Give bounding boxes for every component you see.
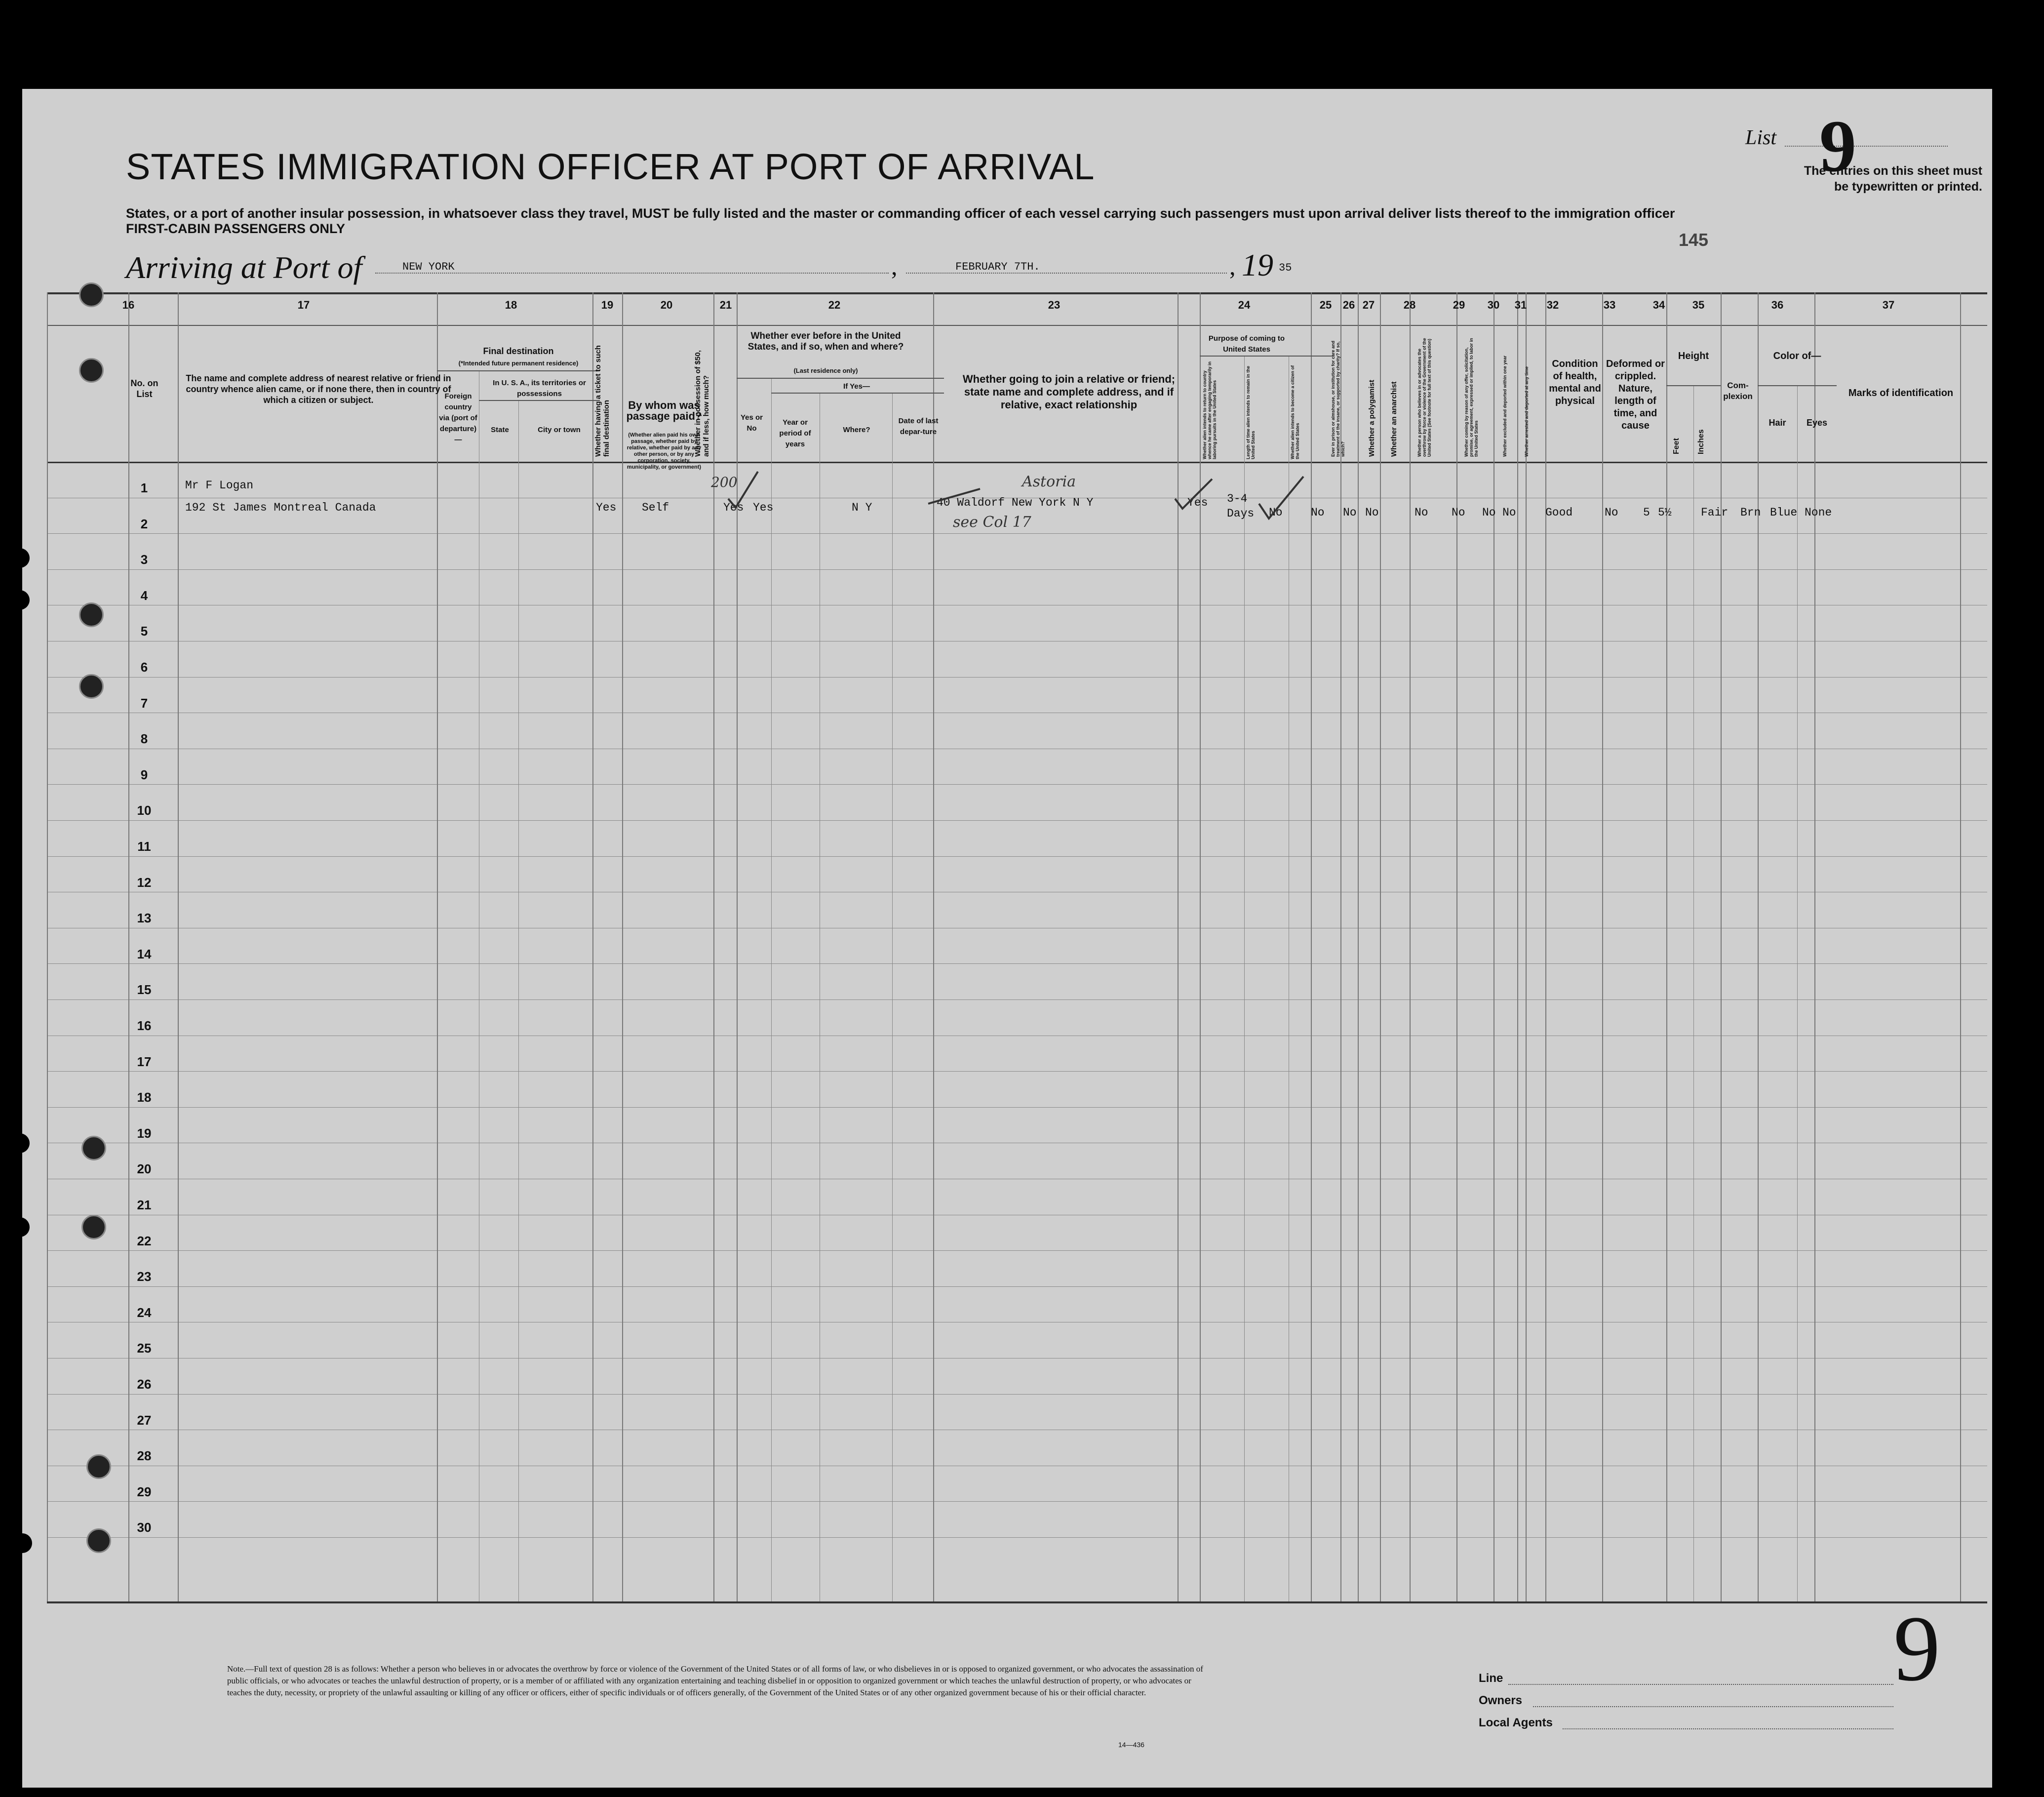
deported-value: No <box>1502 506 1516 519</box>
binder-hole <box>79 282 104 307</box>
offer-value: No <box>1452 506 1465 519</box>
health-value: Good <box>1545 506 1573 519</box>
column-rule <box>1960 292 1961 1601</box>
column-number: 21 <box>719 299 732 311</box>
row-number: 28 <box>137 1448 152 1464</box>
header-deported: Whether arrested and deported at any time <box>1524 366 1529 457</box>
year-prefix: 19 <box>1242 247 1273 282</box>
instructions-text: States, or a port of another insular possession, in whatsoever class they travel, MUST be fully listed and the master or commanding officer of each vessel carrying such passengers must upon arrival deliver lists thereof to the immigration officer <box>126 206 1675 221</box>
header-deformed: Deformed or crippled. Nature, length of time, and cause <box>1606 359 1665 431</box>
money-value: Yes <box>723 501 744 514</box>
sub-column-rule <box>518 400 519 1601</box>
column-number: 29 <box>1453 299 1465 311</box>
header-complexion: Com-plexion <box>1723 381 1753 401</box>
edge-blot <box>10 590 30 610</box>
header-date-departure: Date of last depar-ture <box>898 417 939 436</box>
row-rule <box>47 1394 1987 1395</box>
header-in-usa: In U. S. A., its territories or possessions <box>493 379 586 398</box>
feet-value: 5 <box>1643 506 1650 519</box>
column-number: 20 <box>660 299 673 311</box>
header-state: State <box>491 426 509 434</box>
column-number: 37 <box>1882 299 1895 311</box>
column-number: 26 <box>1342 299 1355 311</box>
local-agents-label: Local Agents <box>1479 1716 1553 1729</box>
header-prison: Ever in prison or almshouse, or institution for care and treatment of the insane, or supported by charity? If so, which? <box>1331 340 1345 457</box>
row-number: 15 <box>137 982 152 998</box>
header-join-relative: Whether going to join a relative or friend; state name and complete address, and if relative, exact relationship <box>962 373 1176 411</box>
row-rule <box>47 963 1987 964</box>
row-rule <box>47 820 1987 821</box>
column-rule <box>437 292 438 1601</box>
row-number: 4 <box>140 588 148 603</box>
column-number: 17 <box>297 299 310 311</box>
row-number: 2 <box>140 516 148 531</box>
sheet-number: 145 <box>1679 230 1709 250</box>
column-rule <box>1758 292 1759 1601</box>
column-rule <box>592 292 593 1601</box>
header-relative: The name and complete address of nearest relative or friend in country whence alien came, or if none there, then in country of which a citizen or subject. <box>186 373 451 405</box>
row-rule <box>47 1107 1987 1108</box>
header-citizenship: Whether alien intends to become a citizen of the United States <box>1290 365 1300 459</box>
row-number: 18 <box>137 1090 152 1105</box>
header-no-on-list: No. on List <box>130 378 158 399</box>
row-number: 7 <box>140 695 148 711</box>
polygamist-value: No <box>1343 506 1357 519</box>
manifest-sheet: STATES IMMIGRATION OFFICER AT PORT OF ARRIVAL States, or a port of another insular possession, in whatsoever class they travel, MUST be fully listed and the master or commanding officer of each vessel carrying such passengers must upon arrival deliver lists thereof to the immigration officer FIRST-CABIN PASSENGERS ONLY Arriving at Port of NEW YORK , FEBRUARY 7TH. , 19 35 List 9 The entries on this sheet must be typewritten or printed. 145 16 17 18 19 20 21 22 23 24 25 26 27 28 29 30 31 32 33 34 35 36 37 No. on List The name and complete address of nearest relative or friend in country whence alien came, or if none there, then in country of which a citizen or subject. Final destination (*Intended future permanent residence) Foreign country via (port of departure)— In U. S. A., its territories or possessions State City or town Whether having a ticket to such final destination By whom was passage paid? (Whether alien paid his own passage, whether paid by relative, whether paid by any other person, or by any corporation, society, municipality, or government) Whether in possession of $50, and if less, how much? Whether ever before in the United States, and if so, when and where? (Last residence only) Yes or No If Yes— Year or period of years Where? Date of last depar-ture Whether going to join a relative or friend; state name and complete address, and if relative, exact relationship Purpose of coming to United States Whether alien intends to return to country whence he came after engaging temporarily in laboring pursuits in the United States Length of time alien intends to remain in the United States Whether alien intends to become a citizen of the United States Ever in prison or almshouse, or institution for care and treatment of the insane, or supported by charity? If so, which? Whether a polygamist Whether an anarchist Whether a person who believes in or advocates the overthrow by force or violence of the Government of the United States (See footnote for full text of this question) Whether coming by reason of any offer, solicitation, promise, or agreement, expressed or implied, to labor in the United States Whether excluded and deported within one year Whether arrested and deported at any time Condition of health, mental and physical Deformed or crippled. Nature, length of time, and cause Height Feet Inches Com-plexion Color of— Hair Eyes Marks of identification 1 2 3 4 5 6 7 8 9 10 11 12 13 14 15 16 17 18 19 20 21 22 23 24 25 26 27 28 29 30 Mr F Logan 192 St James Montreal Canada Yes Self 200 Yes Yes N Y 40 Waldorf New York N Y Astoria see Col 17 Yes 3-4 Days No No No No No No No No Good No 5 5½ Fair Brn Blue None Note.—Full text of question 28 is as follows: Whether a person who believes in or advocates the overthrow by force or violence of the Government of the United States or of all forms of law, or who disbelieves in or is opposed to organized government, or who advocates the assassination of public officials, or who advocates or teaches the unlawful destruction of property, or is a member of or affiliated with any organization entertaining and teaching disbelief in or opposition to organized government or which teaches the unlawful destruction of property, or who advocates or teaches the duty, necessity, or propriety of the unlawful assaulting or killing of any officer or officers, either of specific individuals or of officers generally, of the Government of the United States or of any other organized government because of his or their official character. 14—436 Line Owners Local Agents 9 <box>22 89 1992 1788</box>
edge-blot <box>10 1217 30 1237</box>
column-rule <box>1410 292 1411 1601</box>
row-number: 6 <box>140 660 148 675</box>
row-number: 19 <box>137 1125 152 1141</box>
header-city: City or town <box>538 426 581 434</box>
header-passage-paid: By whom was passage paid? <box>626 399 702 422</box>
column-rule <box>1517 292 1518 1601</box>
header-feet: Feet <box>1672 438 1681 454</box>
ticket-value: Yes <box>596 501 617 514</box>
column-rule <box>1721 292 1722 1601</box>
row-rule <box>47 533 1987 534</box>
join-typed: 40 Waldorf New York N Y <box>937 496 1094 509</box>
deformed-value: No <box>1605 506 1618 519</box>
row-rule <box>47 1501 1987 1502</box>
page-title: STATES IMMIGRATION OFFICER AT PORT OF ARRIVAL <box>126 146 1095 187</box>
column-rule <box>1666 292 1667 1601</box>
arrival-date: FEBRUARY 7TH. <box>955 261 1040 273</box>
edge-blot <box>12 1533 32 1553</box>
check-mark-money <box>723 469 763 514</box>
stamped-list-number: 9 <box>1893 1597 1940 1701</box>
column-rule <box>1380 292 1381 1601</box>
list-number: 9 <box>1819 105 1856 187</box>
row-rule <box>47 1071 1987 1072</box>
header-health: Condition of health, mental and physical <box>1549 359 1601 406</box>
row-number: 16 <box>137 1018 152 1033</box>
prison-value: No <box>1311 506 1325 519</box>
row-number: 12 <box>137 875 152 890</box>
header-ever-before: Whether ever before in the United States, and if so, when and where? <box>747 331 904 352</box>
header-length-of-stay: Length of time alien intends to remain in the United States <box>1246 365 1256 459</box>
row-number: 1 <box>140 480 148 495</box>
column-number: 34 <box>1652 299 1665 311</box>
eyes-value: Blue <box>1770 506 1798 519</box>
citizen-value: No <box>1269 506 1283 519</box>
relative-address: 192 St James Montreal Canada <box>185 501 376 514</box>
edge-blot <box>10 1133 30 1153</box>
arriving-label: Arriving at Port of <box>126 250 362 285</box>
header-anarchist: Whether an anarchist <box>1390 381 1398 457</box>
header-color: Color of— <box>1773 351 1821 361</box>
money-handwritten: 200 <box>711 474 738 490</box>
relative-name: Mr F Logan <box>185 479 254 492</box>
row-number: 5 <box>140 624 148 639</box>
form-number: 14—436 <box>1118 1741 1144 1749</box>
row-number: 14 <box>137 946 152 961</box>
column-number: 23 <box>1048 299 1061 311</box>
row-number: 29 <box>137 1484 152 1499</box>
binder-hole <box>79 602 104 627</box>
binder-hole <box>86 1528 111 1553</box>
header-hair: Hair <box>1769 418 1786 428</box>
row-number: 30 <box>137 1520 152 1535</box>
where-value: N Y <box>852 501 872 514</box>
row-rule <box>47 1537 1987 1538</box>
column-number: 18 <box>505 299 517 311</box>
column-number: 24 <box>1238 299 1251 311</box>
row-rule <box>47 677 1987 678</box>
column-number: 28 <box>1403 299 1416 311</box>
check-mark-purpose <box>1173 474 1217 514</box>
complexion-value: Fair <box>1701 506 1729 519</box>
sub-column-rule <box>771 378 772 1601</box>
header-purpose: Purpose of coming to United States <box>1208 334 1285 354</box>
column-number: 31 <box>1514 299 1527 311</box>
edge-blot <box>10 548 30 568</box>
length-of-stay-value: 3-4 Days <box>1227 492 1255 520</box>
column-number: 32 <box>1546 299 1559 311</box>
header-passage-paid-sub: (Whether alien paid his own passage, whether paid by relative, whether paid by any other person, or by any corporation, society, municipality, or government) <box>627 432 702 470</box>
header-ticket: Whether having a ticket to such final destination <box>594 345 611 457</box>
sub-column-rule <box>1244 356 1245 1601</box>
hair-value: Brn <box>1740 506 1761 519</box>
header-if-yes: If Yes— <box>843 382 870 391</box>
sub-column-rule <box>1797 385 1798 1601</box>
binder-hole <box>79 358 104 383</box>
row-number: 9 <box>140 767 148 782</box>
header-fifty-dollars: Whether in possession of $50, and if less, how much? <box>694 350 710 457</box>
sub-column-rule <box>892 393 893 1601</box>
ever-before-value: Yes <box>753 501 774 514</box>
column-number: 33 <box>1603 299 1616 311</box>
column-rule <box>1545 292 1546 1601</box>
column-rule <box>1456 292 1457 1601</box>
row-number: 11 <box>137 839 151 854</box>
row-rule <box>47 1286 1987 1287</box>
row-rule <box>47 569 1987 570</box>
join-handwritten-1: Astoria <box>1022 473 1076 490</box>
header-year: Year or period of years <box>779 418 811 448</box>
strike-mark-join <box>926 479 985 509</box>
header-where: Where? <box>843 426 870 434</box>
column-number: 35 <box>1692 299 1705 311</box>
column-rule <box>622 292 623 1601</box>
purpose-return-value: Yes <box>1187 496 1208 509</box>
line-label: Line <box>1479 1672 1503 1685</box>
footnote: Note.—Full text of question 28 is as follows: Whether a person who believes in or advocates the overthrow by force or violence of the Government of the United States or of all forms of law, or who disbelieves in or is opposed to organized government, or who advocates the assassination of public officials, or who advocates or teaches the unlawful destruction of property, or is a member of or affiliated with any organization entertaining and teaching disbelief in or opposition to organized government or which teaches the unlawful destruction of property, or who advocates or teaches the duty, necessity, or propriety of the unlawful assaulting or killing of any officer or officers, either of specific individuals or of officers generally, of the Government of the United States or of any other organized government because of his or their official character. <box>227 1664 1203 1697</box>
row-rule <box>47 1250 1987 1251</box>
header-ever-before-sub: (Last residence only) <box>793 367 858 374</box>
check-mark-length <box>1257 474 1306 523</box>
binder-hole <box>81 1136 106 1160</box>
year-suffix: 35 <box>1279 262 1292 274</box>
column-rule <box>1340 292 1341 1601</box>
excluded-value: No <box>1482 506 1496 519</box>
header-height: Height <box>1678 351 1709 361</box>
row-number: 13 <box>137 911 152 926</box>
sub-column-rule <box>1693 385 1694 1601</box>
row-number: 24 <box>137 1305 152 1320</box>
row-number: 20 <box>137 1161 152 1177</box>
list-label: List <box>1745 126 1777 149</box>
header-yes-no: Yes or No <box>740 413 763 433</box>
row-number: 3 <box>140 552 148 567</box>
passage-paid-value: Self <box>642 501 669 514</box>
header-eyes: Eyes <box>1806 418 1828 428</box>
header-final-destination: Final destination <box>483 346 554 356</box>
column-rule <box>1814 292 1815 1601</box>
cabin-class-label: FIRST-CABIN PASSENGERS ONLY <box>126 221 346 236</box>
overthrow-value: No <box>1415 506 1428 519</box>
column-rule <box>1602 292 1603 1601</box>
column-number: 25 <box>1319 299 1332 311</box>
inches-value: 5½ <box>1658 506 1672 519</box>
column-rule <box>1358 292 1359 1601</box>
row-number: 23 <box>137 1269 152 1284</box>
row-number: 27 <box>137 1412 152 1428</box>
column-number: 22 <box>828 299 841 311</box>
owners-label: Owners <box>1479 1694 1523 1707</box>
column-number: 36 <box>1771 299 1784 311</box>
binder-hole <box>86 1454 111 1479</box>
row-number: 26 <box>137 1377 152 1392</box>
binder-hole <box>79 674 104 699</box>
row-number: 8 <box>140 731 148 747</box>
list-note: The entries on this sheet must be typewritten or printed. <box>1804 164 1982 194</box>
join-handwritten-2: see Col 17 <box>953 514 1031 531</box>
row-number: 21 <box>137 1198 152 1212</box>
marks-value: None <box>1805 506 1832 519</box>
header-return-intent: Whether alien intends to return to country whence he came after engaging temporarily in laboring pursuits in the United States <box>1202 361 1217 459</box>
column-number: 27 <box>1362 299 1375 311</box>
row-number: 22 <box>137 1233 152 1248</box>
row-number: 25 <box>137 1341 152 1356</box>
column-rule <box>1311 292 1312 1601</box>
row-number: 10 <box>137 803 152 818</box>
binder-hole <box>81 1215 106 1239</box>
column-rule <box>47 292 48 1601</box>
header-overthrow: Whether a person who believes in or advocates the overthrow by force or violence of the Government of the United States (See footnote for full text of this question) <box>1417 338 1432 457</box>
row-number: 17 <box>137 1054 152 1069</box>
row-rule <box>47 784 1987 785</box>
header-labor-offer: Whether coming by reason of any offer, solicitation, promise, or agreement, expressed or implied, to labor in the United States <box>1464 338 1479 457</box>
row-rule <box>47 856 1987 857</box>
header-foreign-country: Foreign country via (port of departure)— <box>439 392 477 444</box>
column-rule <box>1526 292 1527 1601</box>
header-marks: Marks of identification <box>1848 388 1954 399</box>
column-number: 30 <box>1487 299 1500 311</box>
row-rule <box>47 999 1987 1000</box>
header-final-destination-sub: (*Intended future permanent residence) <box>458 359 579 367</box>
anarchist-value: No <box>1365 506 1379 519</box>
column-rule <box>178 292 179 1601</box>
header-polygamist: Whether a polygamist <box>1368 380 1376 457</box>
header-excluded: Whether excluded and deported within one year <box>1502 355 1507 457</box>
column-number: 16 <box>122 299 135 311</box>
port-value: NEW YORK <box>402 261 455 273</box>
header-inches: Inches <box>1697 429 1705 454</box>
column-number: 19 <box>601 299 614 311</box>
